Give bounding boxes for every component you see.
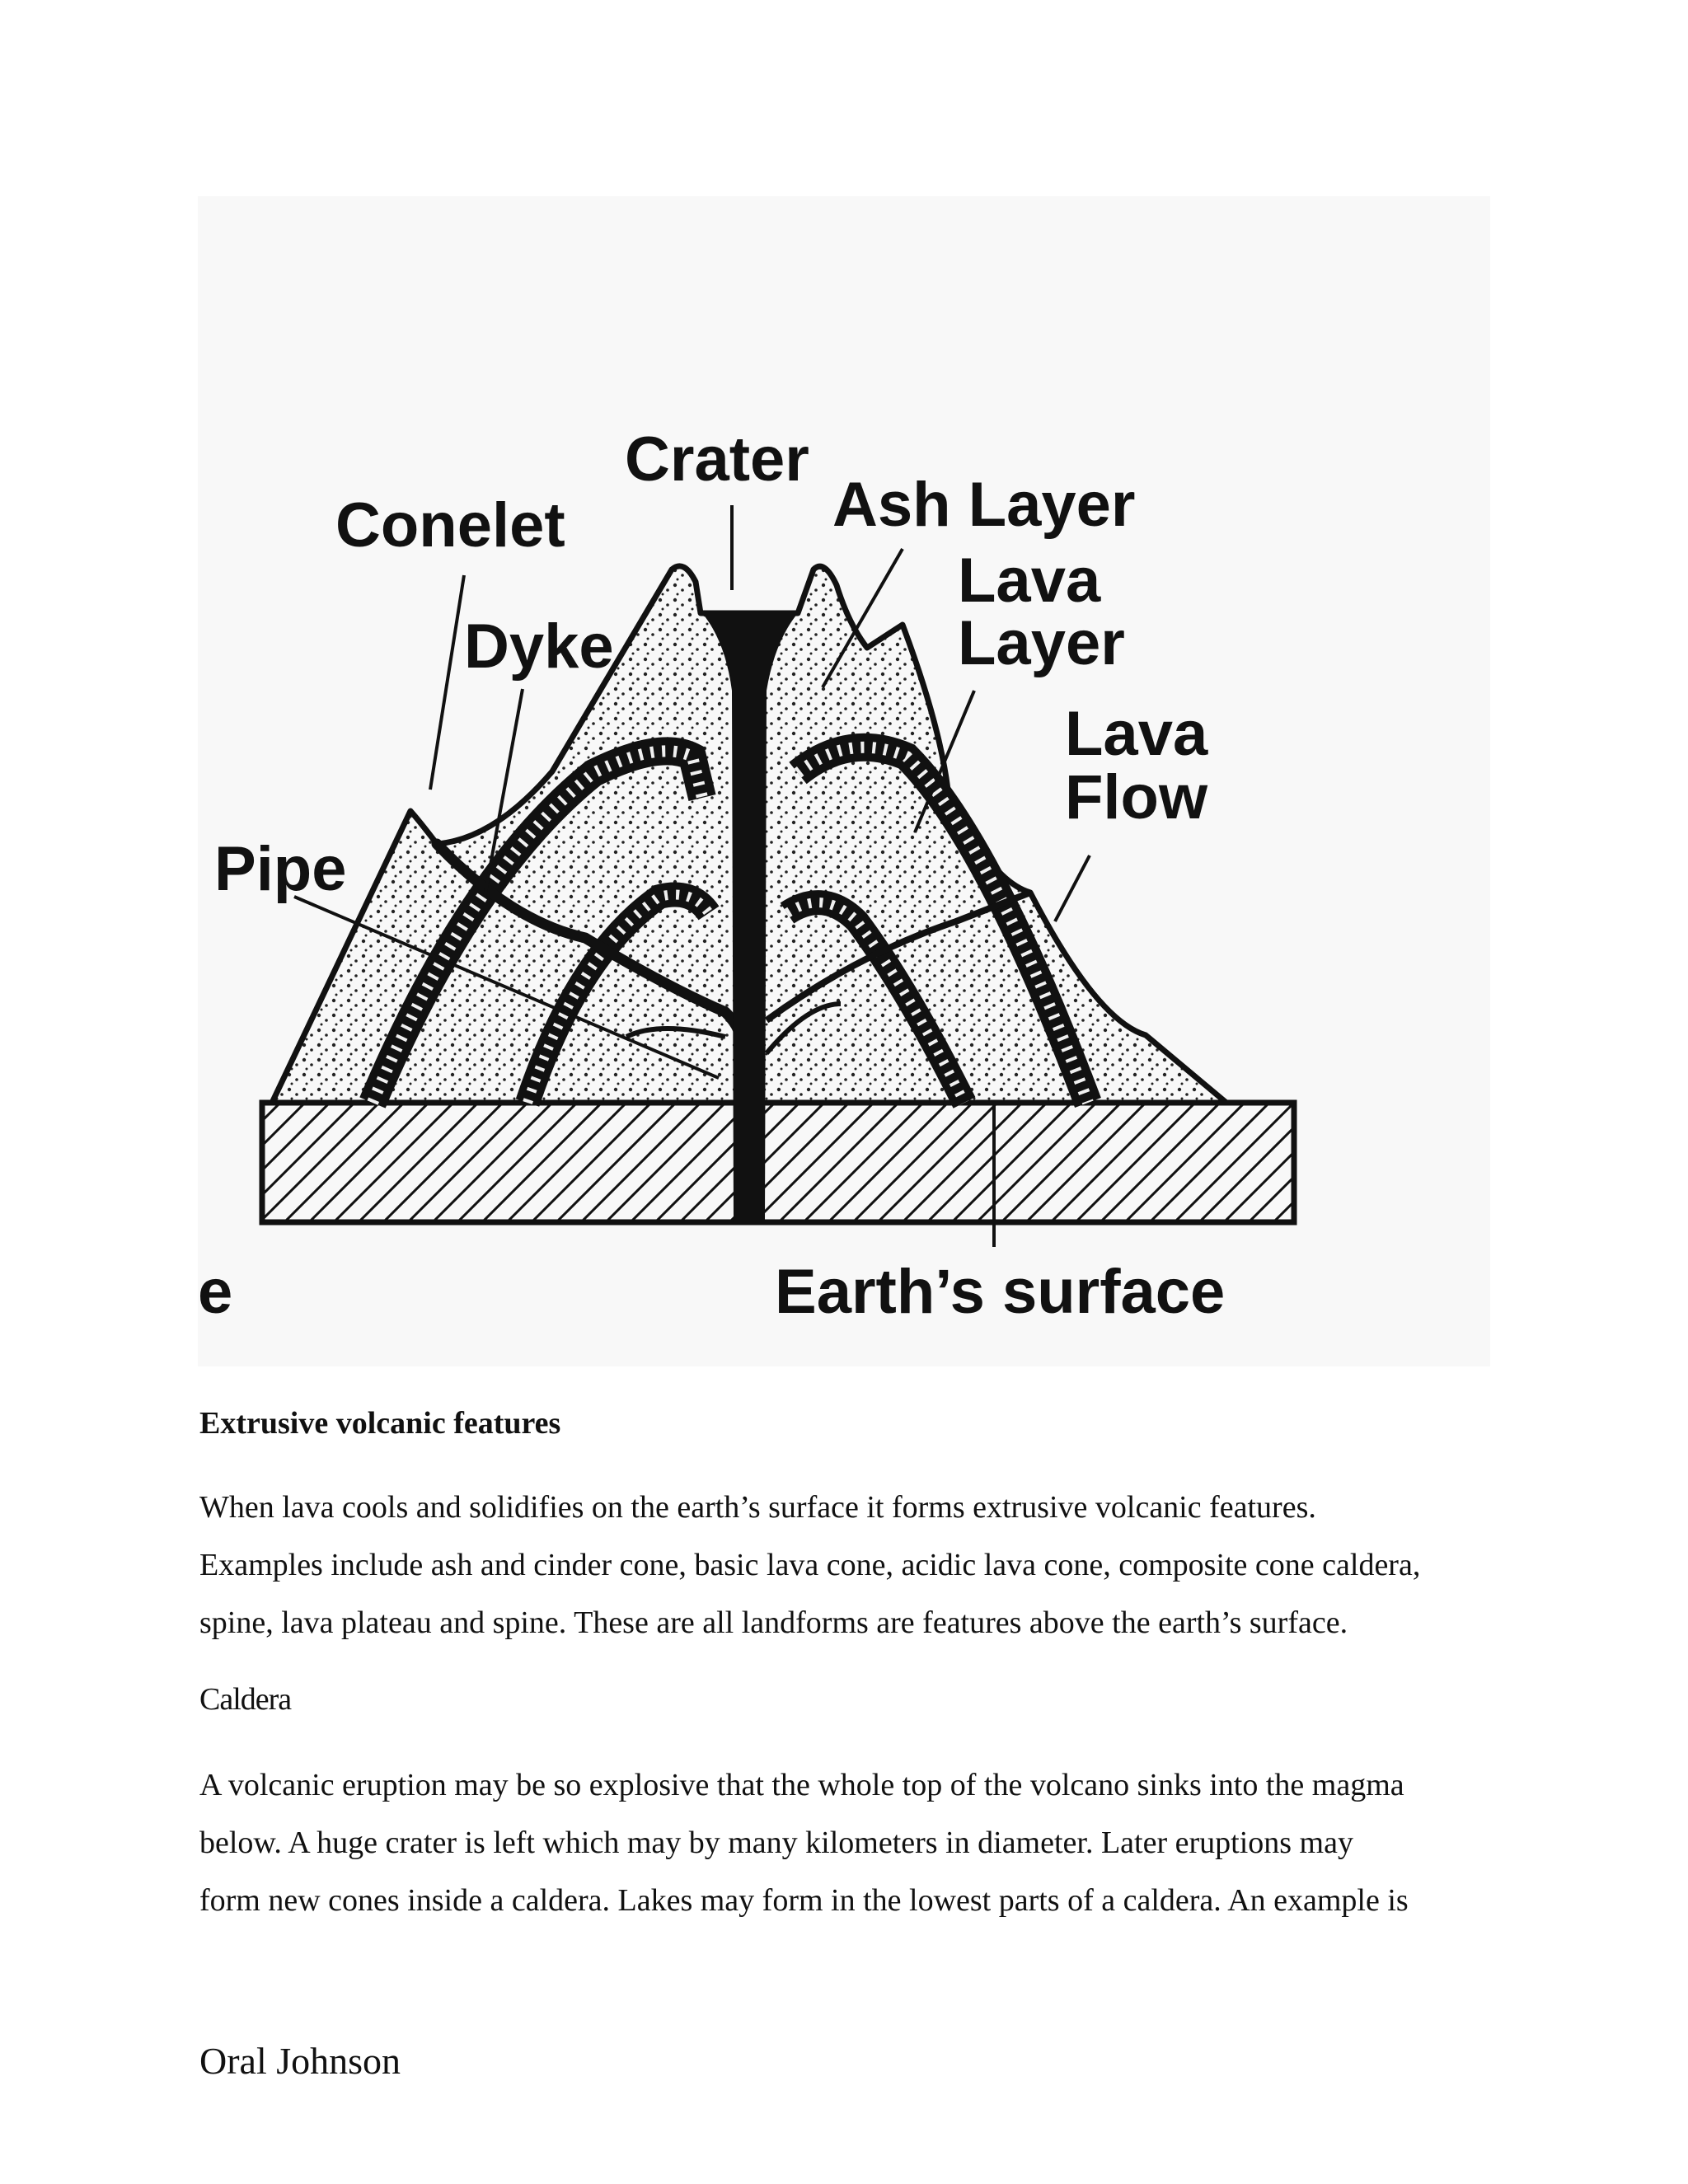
label-dyke: Dyke [464, 612, 614, 682]
bedrock-layer [262, 1103, 1294, 1222]
label-conelet: Conelet [335, 490, 565, 560]
intro-line: When lava cools and solidifies on the earth’s surface it forms extrusive volcanic features. [199, 1490, 1316, 1525]
label-pipe: Pipe [214, 834, 347, 904]
label-stray-letter: e [198, 1257, 233, 1327]
caldera-line: below. A huge crater is left which may by many kilometers in diameter. Later eruptions may [199, 1825, 1353, 1860]
caldera-line: A volcanic eruption may be so explosive that the whole top of the volcano sinks into the magma [199, 1768, 1404, 1802]
label-lava-layer-1: Lava [958, 546, 1101, 616]
label-crater: Crater [625, 424, 809, 494]
volcano-diagram [198, 196, 1490, 1366]
caldera-paragraph [199, 1756, 1518, 1929]
caldera-line: form new cones inside a caldera. Lakes may form in the lowest parts of a caldera. An example is [199, 1883, 1409, 1918]
caldera-subheading: Caldera [199, 1682, 292, 1717]
label-earth-surface: Earth’s surface [775, 1257, 1226, 1327]
intro-line: spine, lava plateau and spine. These are all landforms are features above the earth’s surface. [199, 1605, 1348, 1640]
intro-line: Examples include ash and cinder cone, basic lava cone, acidic lava cone, composite cone caldera, [199, 1548, 1421, 1582]
intro-paragraph [199, 1479, 1518, 1652]
label-lava-flow-1: Lava [1065, 699, 1208, 769]
section-heading: Extrusive volcanic features [199, 1406, 561, 1441]
footer-author: Oral Johnson [199, 2040, 401, 2082]
volcano-diagram-svg [198, 196, 1490, 1366]
label-ash-layer: Ash Layer [832, 470, 1136, 540]
label-lava-flow-2: Flow [1065, 762, 1208, 832]
label-lava-layer-2: Layer [958, 608, 1125, 678]
